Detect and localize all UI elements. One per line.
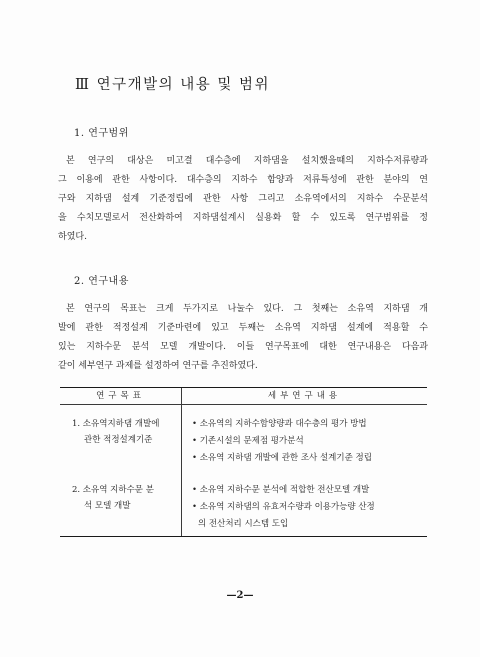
- table-cell-goal: 2. 소유역 지하수문 분: [72, 485, 154, 495]
- paragraph-line: 본 연구의 대상은 미고결 대수층에 지하댐을 설치했을때의 지하수저류량과: [66, 156, 428, 166]
- table-cell-goal: 관한 적정설계기준: [84, 435, 153, 445]
- chapter-title: Ⅲ 연구개발의 내용 및 범위: [75, 77, 270, 93]
- paragraph-scope: [58, 152, 428, 247]
- table-cell-goal: 석 모델 개발: [84, 501, 131, 511]
- paragraph-line: 하였다.: [58, 232, 87, 242]
- page-number: —2—: [226, 590, 254, 601]
- paragraph-line: 구와 지하댐 설계 기준정립에 관한 사항 그리고 소유역에서의 지하수 수문분석: [58, 194, 428, 204]
- table-cell-detail: • 소유역 지하댐 개발에 관한 조사 설계기준 정립: [192, 453, 372, 463]
- table-cell-detail: • 소유역의 지하수함양량과 대수층의 평가 방법: [192, 419, 367, 429]
- section-heading-content: 2. 연구내용: [74, 276, 129, 287]
- paragraph-content: [58, 300, 428, 376]
- table-cell-detail: • 기존시설의 문제점 평가분석: [192, 436, 304, 446]
- table-cell-detail: • 소유역 지하댐의 유효저수량과 이용가능량 산정: [192, 502, 375, 512]
- paragraph-line: 있는 지하수문 분석 모델 개발이다. 이들 연구목표에 대한 연구내용은 다음과: [58, 342, 428, 352]
- research-table: [60, 387, 427, 537]
- table-header-goal: 연구목표: [96, 391, 145, 401]
- paragraph-line: 같이 세부연구 과제를 설정하여 연구를 추진하였다.: [58, 361, 258, 371]
- section-heading-scope: 1. 연구범위: [74, 128, 129, 139]
- paragraph-line: 을 수치모델로서 전산화하여 지하댐설계시 실용화 할 수 있도록 연구범위를 정: [58, 213, 428, 223]
- paragraph-line: 그 이용에 관한 사항이다. 대수층의 지하수 함양과 저류특성에 관한 분야의 연: [58, 175, 428, 185]
- table-header-details: 세부연구내용: [267, 391, 342, 401]
- table-cell-detail: 의 전산처리 시스템 도입: [198, 519, 289, 529]
- table-cell-goal: 1. 소유역지하댐 개발에: [72, 419, 160, 429]
- table-cell-detail: • 소유역 지하수문 분석에 적합한 전산모델 개발: [192, 485, 370, 495]
- paragraph-line: 발에 관한 적정설계 기준마련에 있고 두째는 소유역 지하댐 설계에 적용할 수: [58, 323, 428, 333]
- table-header-divider: [60, 404, 427, 405]
- paragraph-line: 본 연구의 목표는 크게 두가지로 나눌수 있다. 그 첫째는 소유역 지하댐 개: [66, 304, 428, 314]
- table-column-divider: [181, 388, 182, 536]
